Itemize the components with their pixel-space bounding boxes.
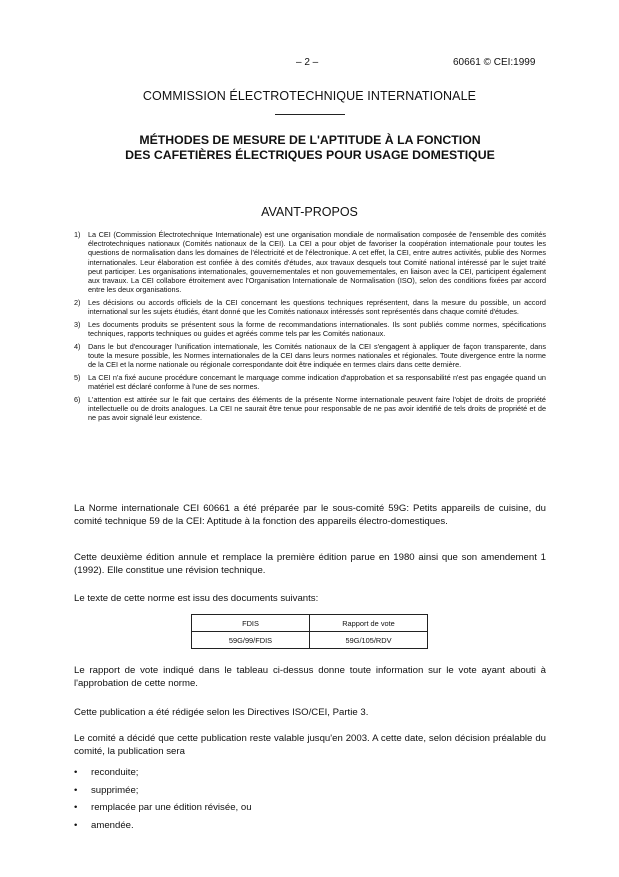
vote-table-row bbox=[192, 632, 428, 649]
list-item-text: amendée. bbox=[91, 819, 134, 831]
directives-paragraph: Cette publication a été rédigée selon les Directives ISO/CEI, Partie 3. bbox=[74, 707, 369, 718]
list-item-text: remplacée par une édition révisée, ou bbox=[91, 802, 252, 813]
list-item-text: supprimée; bbox=[91, 784, 139, 796]
document-reference: 60661 © CEI:1999 bbox=[453, 57, 536, 68]
list-item bbox=[74, 767, 252, 785]
foreword-item-text: Les documents produits se présentent sous la forme de recommandations internationales. Ils sont publiés comme normes, spécifications techniques, rapports techniques ou guides et agréés comme tels par les Comités nationaux. bbox=[88, 319, 546, 339]
vote-table-header: Rapport de vote bbox=[310, 615, 428, 632]
bullet-icon: • bbox=[74, 767, 78, 778]
title-line-1: MÉTHODES DE MESURE DE L'APTITUDE À LA FONCTION bbox=[139, 133, 481, 147]
vote-table-cell: 59G/99/FDIS bbox=[192, 632, 310, 649]
bullet-icon: • bbox=[74, 802, 78, 813]
bullet-icon: • bbox=[74, 784, 78, 796]
foreword-item bbox=[74, 298, 546, 316]
foreword-item-text: La CEI n'a fixé aucune procédure concernant le marquage comme indication d'approbation et sa responsabilité n'est pas engagée quand un matériel est déclaré conforme à l'une de ses normes. bbox=[88, 372, 546, 392]
list-item-text: reconduite; bbox=[91, 767, 139, 778]
list-item bbox=[74, 785, 252, 803]
foreword-item-number: 2) bbox=[74, 297, 81, 307]
foreword-item-number: 3) bbox=[74, 319, 81, 329]
document-title bbox=[60, 133, 560, 163]
foreword-item bbox=[74, 395, 546, 423]
validity-paragraph: Le comité a décidé que cette publication reste valable jusqu'en 2003. A cette date, selon décision préalable du comité, la publication sera bbox=[74, 733, 546, 757]
foreword-item-number: 4) bbox=[74, 341, 81, 351]
bullet-list bbox=[74, 767, 252, 837]
title-line-2: DES CAFETIÈRES ÉLECTRIQUES POUR USAGE DOMESTIQUE bbox=[125, 148, 495, 162]
title-divider bbox=[275, 114, 345, 115]
vote-table-header-row bbox=[192, 615, 428, 632]
organization-name: COMMISSION ÉLECTROTECHNIQUE INTERNATIONALE bbox=[142, 89, 477, 103]
foreword-item-number: 6) bbox=[74, 394, 81, 404]
vote-report-paragraph: Le rapport de vote indiqué dans le tableau ci-dessus donne toute information sur le vote ayant abouti à l'approbation de cette norme. bbox=[74, 665, 546, 689]
foreword-item bbox=[74, 320, 546, 338]
vote-table bbox=[191, 614, 428, 649]
foreword-item-number: 5) bbox=[74, 372, 81, 382]
foreword-item bbox=[74, 342, 546, 370]
documents-intro-paragraph: Le texte de cette norme est issu des documents suivants: bbox=[74, 593, 319, 604]
list-item bbox=[74, 820, 252, 838]
foreword-item-number: 1) bbox=[74, 230, 81, 239]
bullet-icon: • bbox=[74, 819, 78, 831]
foreword-heading: AVANT-PROPOS bbox=[261, 205, 358, 219]
edition-paragraph: Cette deuxième édition annule et remplace la première édition parue en 1980 ainsi que son amendement 1 (1992). Elle constitue une révision technique. bbox=[74, 552, 546, 576]
foreword-item-text: Les décisions ou accords officiels de la CEI concernant les questions techniques représentent, dans la mesure du possible, un accord international sur les sujets étudiés, étant donné que les Comités nationaux intéressés sont représentés dans chaque comité d'études. bbox=[88, 297, 546, 317]
foreword-item-text: Dans le but d'encourager l'unification internationale, les Comités nationaux de la CEI s'engagent à appliquer de façon transparente, dans toute la mesure possible, les Normes internationales de la CEI dans leurs normes nationales et régionales. Toute divergence entre la norme de la CEI et la norme nationale ou régionale correspondante doit être indiquée en termes clairs dans cette dernière. bbox=[88, 341, 546, 370]
vote-table-header: FDIS bbox=[192, 615, 310, 632]
foreword-item bbox=[74, 373, 546, 391]
foreword-list bbox=[74, 230, 546, 426]
page-number: – 2 – bbox=[296, 57, 319, 68]
list-item bbox=[74, 802, 252, 820]
foreword-item-text: La CEI (Commission Électrotechnique Internationale) est une organisation mondiale de normalisation composée de l'ensemble des comités électrotechniques nationaux (Comités nationaux de la CEI). La CEI a pour objet de favoriser la coopération internationale pour toutes les questions de normalisation dans les domaines de l'électricité et de l'électronique. A cet effet, la CEI, entre autres activités, publie des Normes internationales. Leur élaboration est confiée à des comités d'études, aux travaux desquels tout Comité national intéressé par le sujet traité peut participer. Les organisations internationales, gouvernementales et non gouvernementales, en liaison avec la CEI, participent également aux travaux. La CEI collabore étroitement avec l'Organisation Internationale de Normalisation (ISO), selon des conditions fixées par accord entre les deux organisations. bbox=[88, 230, 546, 295]
foreword-item bbox=[74, 230, 546, 294]
foreword-item-text: L'attention est attirée sur le fait que certains des éléments de la présente Norme internationale peuvent faire l'objet de droits de propriété intellectuelle ou de droits analogues. La CEI ne saurait être tenue pour responsable de ne pas avoir identifié de tels droits de propriété et de ne pas avoir signalé leur existence. bbox=[88, 394, 546, 423]
preparation-paragraph: La Norme internationale CEI 60661 a été préparée par le sous-comité 59G: Petits appareils de cuisine, du comité technique 59 de la CEI: Aptitude à la fonction des appareils électro-domestiques. bbox=[74, 503, 546, 527]
vote-table-cell: 59G/105/RDV bbox=[310, 632, 428, 649]
